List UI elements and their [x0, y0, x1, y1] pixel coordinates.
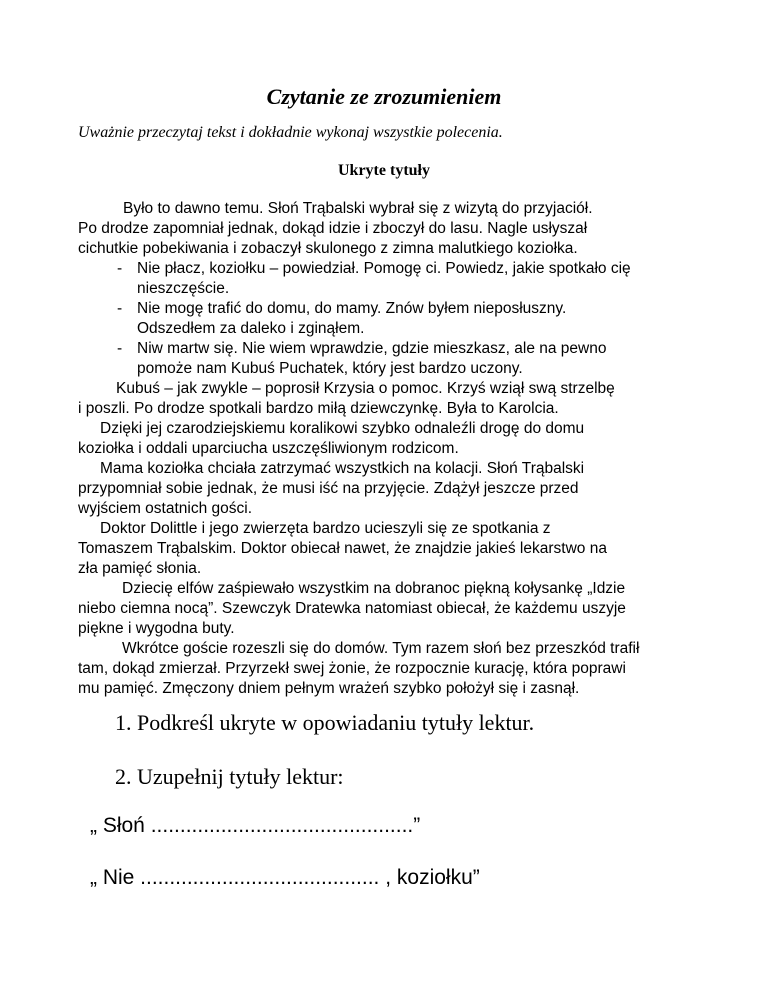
story-line: i poszli. Po drodze spotkali bardzo miłą dziewczynkę. Była to Karolcia.	[78, 400, 559, 417]
story-line: mu pamięć. Zmęczony dniem pełnym wrażeń szybko położył się i zasnął.	[78, 680, 580, 697]
fill-line-koziolku: „ Nie ......................................... , koziołku”	[90, 866, 480, 889]
story-line: Odszedłem za daleko i zginąłem.	[137, 320, 365, 337]
story-line: Było to dawno temu. Słoń Trąbalski wybrał się z wizytą do przyjaciół.	[123, 200, 593, 217]
story-line: Nie płacz, koziołku – powiedział. Pomogę ci. Powiedz, jakie spotkało cię	[137, 260, 631, 277]
story-line: nieszczęście.	[137, 280, 230, 297]
page-title: Czytanie ze zrozumieniem	[266, 84, 502, 109]
story-line: Dziecię elfów zaśpiewało wszystkim na dobranoc piękną kołysankę „Idzie	[122, 580, 626, 597]
story-line: pomoże nam Kubuś Puchatek, który jest bardzo uczony.	[137, 360, 523, 377]
story-line: Po drodze zapomniał jednak, dokąd idzie i zboczył do lasu. Nagle usłyszał	[78, 220, 588, 237]
story-line: koziołka i oddali uparciucha uszczęśliwionym rodzicom.	[78, 440, 459, 457]
story-line: Kubuś – jak zwykle – poprosił Krzysia o pomoc. Krzyś wziął swą strzelbę	[116, 380, 615, 397]
dialogue-dash: -	[117, 340, 123, 357]
story-line: piękne i wygodna buty.	[78, 620, 235, 637]
task-1: 1. Podkreśl ukryte w opowiadaniu tytuły lektur.	[115, 710, 535, 735]
story-line: zła pamięć słonia.	[78, 560, 202, 577]
fill-line-slon: „ Słoń .............................................”	[90, 814, 421, 837]
dialogue-dash: -	[117, 260, 123, 277]
story-line: Mama koziołka chciała zatrzymać wszystkich na kolacji. Słoń Trąbalski	[100, 460, 585, 477]
story-line: Tomaszem Trąbalskim. Doktor obiecał nawet, że znajdzie jakieś lekarstwo na	[78, 540, 607, 557]
instruction: Uważnie przeczytaj tekst i dokładnie wykonaj wszystkie polecenia.	[78, 124, 503, 141]
story-line: wyjściem ostatnich gości.	[78, 500, 253, 517]
story-line: Wkrótce goście rozeszli się do domów. Tym razem słoń bez przeszkód trafił	[122, 640, 640, 657]
task-2: 2. Uzupełnij tytuły lektur:	[115, 764, 344, 789]
story-line: Dzięki jej czarodziejskiemu koralikowi szybko odnaleźli drogę do domu	[100, 420, 585, 437]
story-subtitle: Ukryte tytuły	[338, 162, 430, 179]
story-line: Doktor Dolittle i jego zwierzęta bardzo ucieszyli się ze spotkania z	[100, 520, 551, 537]
story-line: niebo ciemna nocą”. Szewczyk Dratewka natomiast obiecał, że każdemu uszyje	[78, 600, 626, 617]
dialogue-dash: -	[117, 300, 123, 317]
story-line: Niw martw się. Nie wiem wprawdzie, gdzie mieszkasz, ale na pewno	[137, 340, 607, 357]
story-line: tam, dokąd zmierzał. Przyrzekł swej żonie, że rozpocznie kurację, która poprawi	[78, 660, 626, 677]
story-line: Nie mogę trafić do domu, do mamy. Znów byłem nieposłuszny.	[137, 300, 567, 317]
story-line: cichutkie pobekiwania i zobaczył skulonego z zimna malutkiego koziołka.	[78, 240, 578, 257]
story-line: przypomniał sobie jednak, że musi iść na przyjęcie. Zdążył jeszcze przed	[78, 480, 579, 497]
